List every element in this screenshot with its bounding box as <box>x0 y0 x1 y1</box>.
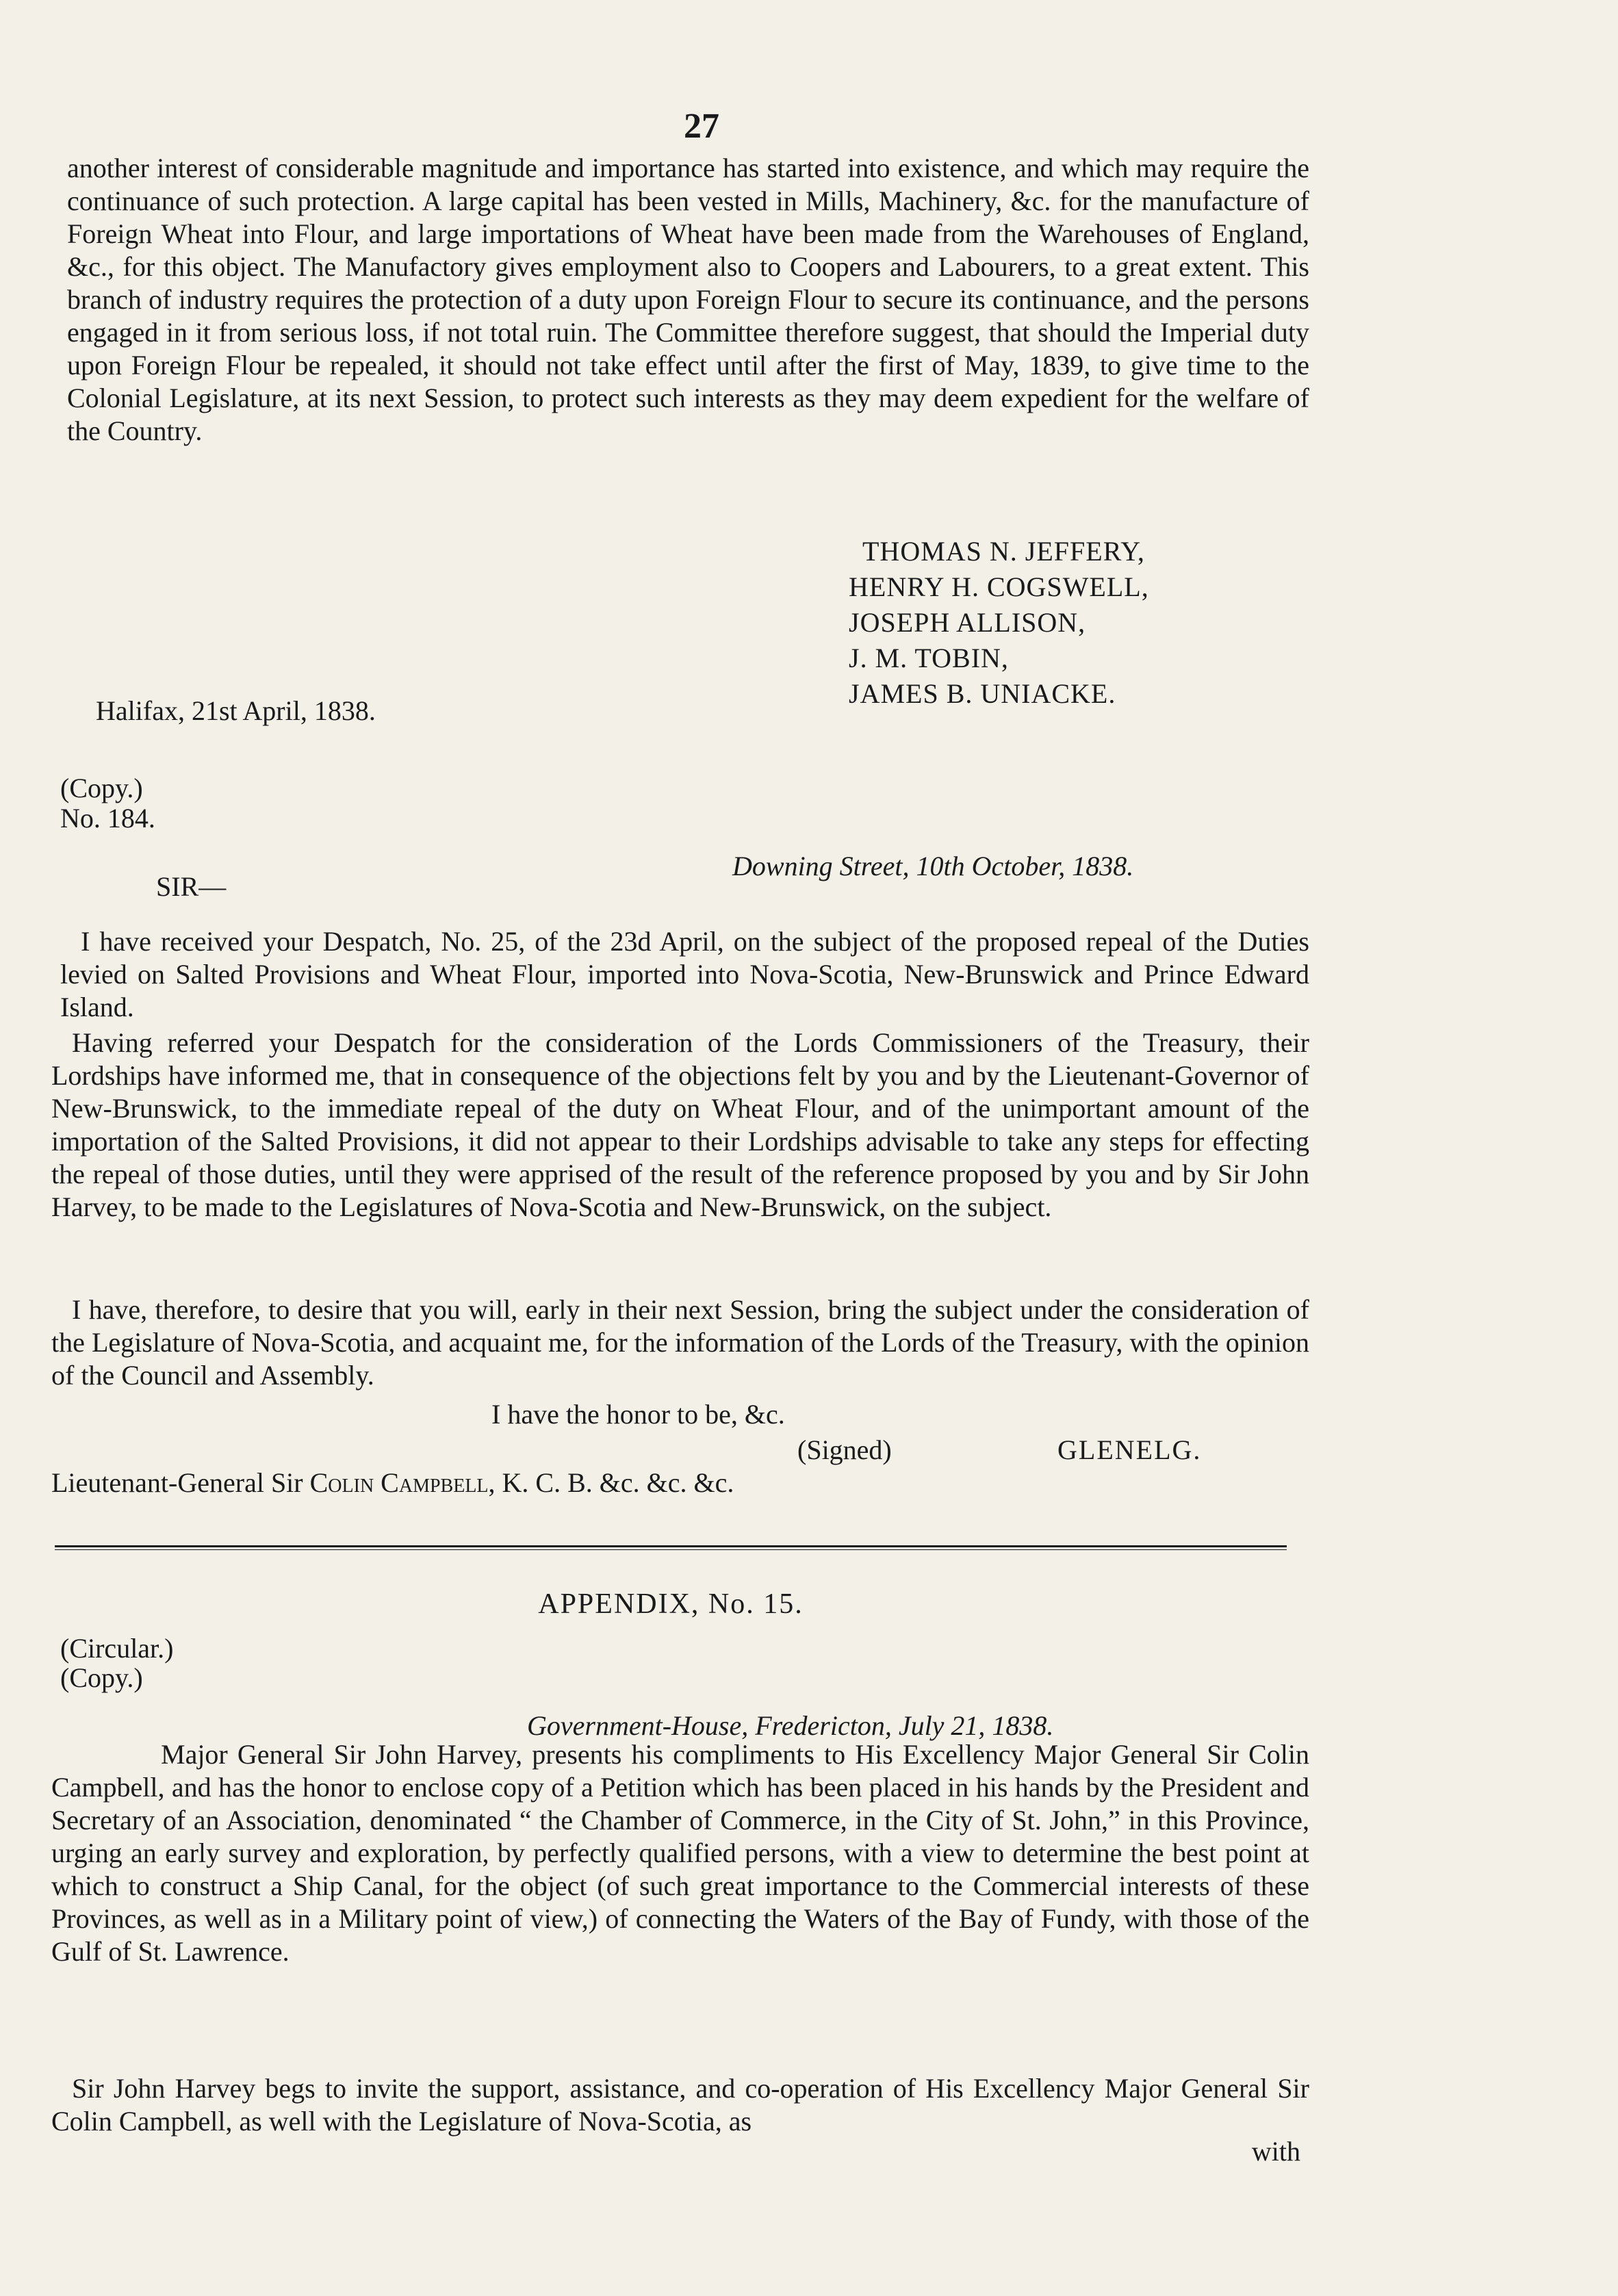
appendix-paragraph <box>51 2072 1309 2138</box>
signatory: THOMAS N. JEFFERY, <box>862 536 1145 567</box>
appendix-paragraph <box>51 1738 1309 1968</box>
despatch-paragraph <box>51 1293 1309 1392</box>
appendix-paragraph-text: Major General Sir John Harvey, presents his compliments to His Excellency Major General Sir Colin Campbell, and has the honor to enclose copy of a Petition which has been placed in his hands by the President and Secretary of an Association, denominated “ the Chamber of Commerce, in the City of St. John,” in this Province, urging an early survey and exploration, by perfectly qualified persons, with a view to determine the best point at which to construct a Ship Canal, for the object (of such great importance to the Commercial interests of these Provinces, as well as in a Military point of view,) of connecting the Waters of the Bay of Fundy, with those of the Gulf of St. Lawrence. <box>51 1739 1309 1967</box>
despatch-paragraph <box>51 1027 1309 1224</box>
despatch-closing: I have the honor to be, &c. <box>491 1399 785 1430</box>
despatch-paragraph <box>60 925 1309 1024</box>
despatch-copy-label: (Copy.) <box>60 773 143 803</box>
despatch-signer: GLENELG. <box>1057 1434 1202 1465</box>
addressee-suffix: K. C. B. &c. &c. &c. <box>502 1467 734 1498</box>
despatch-place-date <box>732 850 1133 883</box>
addressee-name: Colin Campbell, <box>309 1467 496 1498</box>
despatch-addressee <box>51 1467 734 1499</box>
despatch-salutation: SIR— <box>156 871 227 902</box>
despatch-number: No. 184. <box>60 803 155 834</box>
report-place-date: Halifax, 21st April, 1838. <box>96 695 376 726</box>
appendix-circular-label: (Circular.) <box>60 1633 174 1664</box>
despatch-paragraph-text: Having referred your Despatch for the consideration of the Lords Commissioners of the Treasury, their Lordships have informed me, that in consequence of the objections felt by you and by the Lieutenant-Governor of New-Brunswick, to the immediate repeal of the duty on Wheat Flour, and of the unimportant amount of the importation of the Salted Provisions, it did not appear to their Lordships advisable to take any steps for effecting the repeal of those duties, until they were apprised of the result of the reference proposed by you and by Sir John Harvey, to be made to the Legislatures of Nova-Scotia and New-Brunswick, on the subject. <box>51 1027 1309 1222</box>
committee-report-paragraph: another interest of considerable magnitude and importance has started into existence, and which may require the continuance of such protection. A large capital has been vested in Mills, Machinery, &c. for the manufacture of Foreign Wheat into Flour, and large importations of Wheat have been made from the Warehouses of England, &c., for this object. The Manufactory gives employment also to Coopers and Labourers, to a great extent. This branch of industry requires the protection of a duty upon Foreign Flour to secure its continuance, and the persons engaged in it from serious loss, if not total ruin. The Committee therefore suggest, that should the Imperial duty upon Foreign Flour be repealed, it should not take effect until after the first of May, 1839, to give time to the Colonial Legislature, at its next Session, to protect such interests as they may deem expedient for the welfare of the Country. <box>67 153 1309 446</box>
catchword: with <box>1251 2136 1300 2167</box>
appendix-heading: APPENDIX, No. 15. <box>538 1588 804 1620</box>
appendix-place-date-text: Government-House, Fredericton, July 21, 1838. <box>527 1710 1054 1741</box>
despatch-place-date-text: Downing Street, 10th October, 1838. <box>732 851 1134 881</box>
appendix-copy-label: (Copy.) <box>60 1662 143 1693</box>
appendix-place-date <box>527 1710 1053 1742</box>
signatories-list <box>849 534 1328 712</box>
signatory: HENRY H. COGSWELL, <box>849 571 1149 602</box>
addressee-prefix: Lieutenant-General Sir <box>51 1467 303 1498</box>
appendix-paragraph-text: Sir John Harvey begs to invite the support, assistance, and co-operation of His Excellency Major General Sir Colin Campbell, as well with the Legislature of Nova-Scotia, as <box>51 2073 1309 2137</box>
despatch-paragraph-text: I have received your Despatch, No. 25, of the 23d April, on the subject of the proposed repeal of the Duties levied on Salted Provisions and Wheat Flour, imported into Nova-Scotia, New-Brunswick and Prince Edward Island. <box>60 926 1309 1022</box>
signatory: JOSEPH ALLISON, <box>849 607 1086 638</box>
despatch-signed-label: (Signed) <box>797 1434 892 1465</box>
signatory: J. M. TOBIN, <box>849 643 1009 673</box>
despatch-paragraph-text: I have, therefore, to desire that you will, early in their next Session, bring the subject under the consideration of the Legislature of Nova-Scotia, and acquaint me, for the information of the Lords of the Treasury, with the opinion of the Council and Assembly. <box>51 1294 1309 1391</box>
signatory: JAMES B. UNIACKE. <box>849 678 1116 709</box>
page-number: 27 <box>684 107 719 146</box>
section-divider <box>55 1545 1287 1550</box>
